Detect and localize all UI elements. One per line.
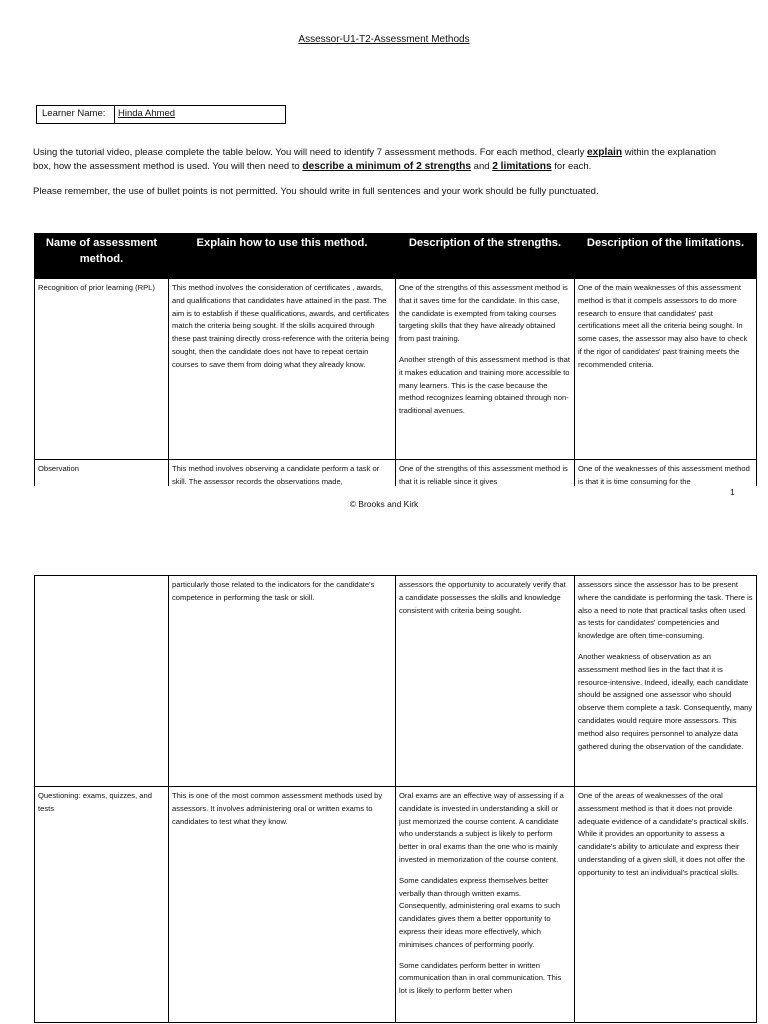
rpl-name-cell: Recognition of prior learning (RPL) [35, 279, 169, 460]
page-1-table-clip [0, 0, 768, 486]
questioning-limitations-cell: One of the areas of weaknesses of the oral assessment method is that it does not provide adequate evidence of a candidate's practical skills. While it provides an opportunity to assess a candidate's ability to articulate and express their understanding of a given skill, it does not offer the opportunity to test an individual's practical skills. [575, 787, 757, 1023]
observation-strengths-cell: One of the strengths of this assessment method is that it is reliable since it gives [396, 460, 575, 487]
footer-copyright: © Brooks and Kirk [349, 499, 419, 509]
questioning-strength-3: Some candidates perform better in written communication than in oral communication. This lot is likely to perform better when [399, 960, 562, 996]
document-title: Assessor-U1-T2-Assessment Methods [298, 34, 470, 45]
observation-limitations-cell: One of the weaknesses of this assessment method is that it is time consuming for the [575, 460, 757, 487]
instructions-note: Please remember, the use of bullet points is not permitted. You should write in full sentences and your work should be fully punctuated. [33, 186, 599, 197]
observation-name-cont-cell [35, 576, 169, 787]
instr-explain-emphasis: explain [586, 147, 623, 158]
header-strengths: Description of the strengths. [396, 234, 575, 279]
learner-name-label: Learner Name: [37, 106, 115, 123]
learner-name-value: Hinda Ahmed [118, 108, 176, 119]
questioning-strength-1: Oral exams are an effective way of assessing if a candidate is invested in understanding a skill or just memorized the course content. A candidate who understands a subject is likely to perform better in oral exams than the one who is mainly invested in memorization of the course content. [399, 791, 564, 864]
rpl-strengths-cell [396, 279, 575, 460]
observation-strengths-cont-cell: assessors the opportunity to accurately verify that a candidate possesses the skills and knowledge consistent with criteria being sought. [396, 576, 575, 787]
instr-text-b: within the explanation box, how the assessment method is used. You will then need to [33, 147, 717, 172]
instr-text-a: Using the tutorial video, please complete the table below. You will need to identify 7 assessment methods. For each method, clearly [33, 147, 587, 158]
assessment-table-page-1 [34, 233, 757, 486]
assessment-table-page-2 [34, 575, 757, 1023]
page-number: 1 [730, 487, 735, 497]
rpl-strength-2: Another strength of this assessment method is that it makes education and training more accessible to many learners. This is the case because the method recognizes learning obtained through non-traditional avenues. [399, 354, 570, 416]
header-method-name: Name of assessment method. [35, 234, 169, 279]
observation-limitation-b: Another weakness of observation as an assessment method lies in the fact that it is resource-intensive. Indeed, ideally, each candidate should be assigned one assessor who should observe them complete a task. Consequently, many candidates would require more assessors. This method also requires personnel to analyze data gathered during the observation of the candidate. [578, 651, 753, 751]
header-explain: Explain how to use this method. [169, 234, 396, 279]
instr-text-c: and [471, 161, 493, 172]
observation-name-cell: Observation [35, 460, 169, 487]
observation-limitation-a: assessors since the assessor has to be present where the candidate is performing the task. There is also a need to note that practical tasks often used as tests for candidates' competencies and knowledge are often time-consuming. [578, 580, 753, 641]
instr-limitations-emphasis: 2 limitations [492, 161, 552, 172]
questioning-name-cell: Questioning: exams, quizzes, and tests [35, 787, 169, 1023]
instr-text-d: for each. [551, 161, 592, 172]
observation-explain-cell: This method involves observing a candidate perform a task or skill. The assessor records the observations made, [169, 460, 396, 487]
table-row [35, 279, 757, 460]
questioning-explain-cell: This is one of the most common assessment methods used by assessors. It involves administering oral or written exams to candidates to test what they know. [169, 787, 396, 1023]
table-row [35, 576, 757, 787]
observation-explain-cont-cell: particularly those related to the indicators for the candidate's competence in performing the task or skill. [169, 576, 396, 787]
observation-limitations-cont-cell [575, 576, 757, 787]
header-limitations: Description of the limitations. [575, 234, 757, 279]
rpl-strength-1: One of the strengths of this assessment method is that it saves time for the candidate. In this case, the candidate is exempted from taking courses targeting skills that they have already obtained from past training. [399, 283, 568, 344]
instr-strengths-emphasis: describe a minimum of 2 strengths [302, 161, 472, 172]
table-row [35, 787, 757, 1023]
rpl-explain-cell: This method involves the consideration of certificates , awards, and qualifications that candidates have attained in the past. The aim is to establish if these qualifications, awards, and certificates match the criteria being sought. If the skills acquired through these past training directly cross-reference with the criteria being sought, then the candidate does not have to repeat certain courses to save them from doing what they already know. [169, 279, 396, 460]
table-row [35, 460, 757, 487]
questioning-strengths-cell [396, 787, 575, 1023]
questioning-strength-2: Some candidates express themselves better verbally than through written exams. Consequently, administering oral exams to such candidates gives them a better opportunity to express their ideas more effectively, which minimises chances of performing poorly. [399, 875, 561, 949]
rpl-limitations-cell: One of the main weaknesses of this assessment method is that it compels assessors to do more research to ensure that candidates' past certifications meet all the criteria being sought. In some cases, the assessor may also have to check if the rigor of candidates' past training meets the recommended criteria. [575, 279, 757, 460]
